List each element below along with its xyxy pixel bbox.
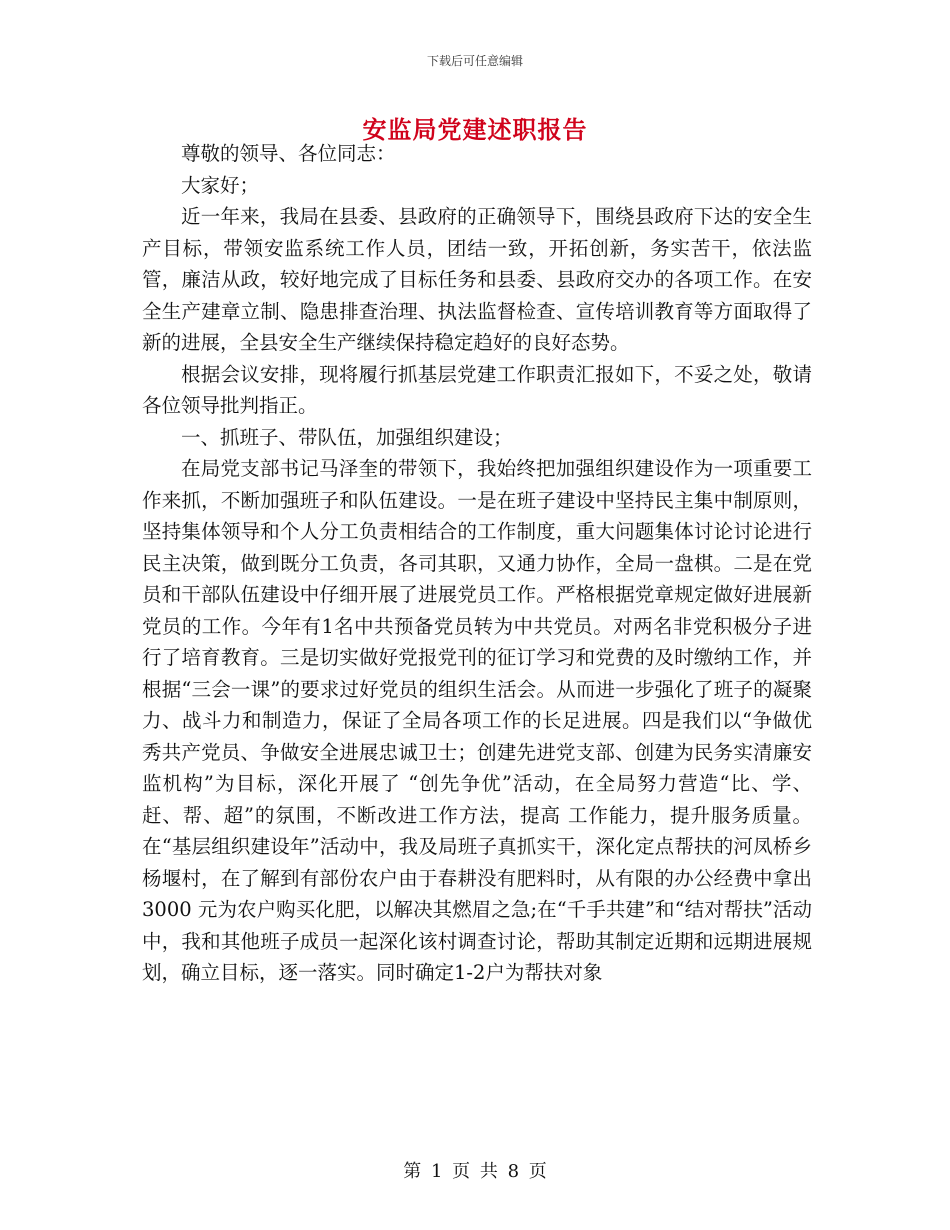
document-body bbox=[142, 138, 812, 989]
document-title: 安监局党建述职报告 bbox=[362, 116, 588, 144]
page-number-footer: 第 1 页 共 8 页 bbox=[403, 1161, 547, 1182]
body-paragraph: 近一年来，我局在县委、县政府的正确领导下，围绕县政府下达的安全生产目标，带领安监系统工作人员，团结一致，开拓创新，务实苦干，依法监管，廉洁从政，较好地完成了目标任务和县委、县政府交办的各项工作。在安全生产建章立制、隐患排查治理、执法监督检查、宣传培训教育等方面取得了新的进展，全县安全生产继续保持稳定趋好的良好态势。 bbox=[142, 205, 812, 354]
body-paragraph: 根据会议安排，现将履行抓基层党建工作职责汇报如下，不妥之处，敬请各位领导批判指正。 bbox=[142, 362, 812, 417]
section-heading: 一、抓班子、带队伍，加强组织建设； bbox=[181, 425, 513, 449]
salutation-paragraph: 尊敬的领导、各位同志： bbox=[181, 142, 396, 165]
greeting-paragraph: 大家好； bbox=[181, 173, 260, 197]
page-header-note: 下载后可任意编辑 bbox=[426, 54, 523, 68]
body-paragraph: 在局党支部书记马泽奎的带领下，我始终把加强组织建设作为一项重要工作来抓，不断加强班子和队伍建设。一是在班子建设中坚持民主集中制原则，坚持集体领导和个人分工负责相结合的工作制度，重大问题集体讨论讨论进行民主决策，做到既分工负责，各司其职，又通力协作，全局一盘棋。二是在党员和干部队伍建设中仔细开展了进展党员工作。严格根据党章规定做好进展新党员的工作。今年有1名中共预备党员转为中共党员。对两名非党积极分子进行了培育教育。三是切实做好党报党刊的征订学习和党费的及时缴纳工作，并根据“三会一课”的要求过好党员的组织生活会。从而进一步强化了班子的凝聚力、战斗力和制造力，保证了全局各项工作的长足进展。四是我们以“争做优秀共产党员、争做安全进展忠诚卫士；创建先进党支部、创建为民务实清廉安监机构”为目标，深化开展了 “创先争优”活动，在全局努力营造“比、学、赶、帮、超”的氛围，不断改进工作方法，提高 工作能力，提升服务质量。在“基层组织建设年”活动中，我及局班子真抓实干，深化定点帮扶的河凤桥乡杨堰村，在了解到有部份农户由于春耕没有肥料时，从有限的办公经费中拿出3000 元为农户购买化肥，以解决其燃眉之急;在“千手共建”和“结对帮扶”活动中，我和其他班子成员一起深化该村调查讨论，帮助其制定近期和远期进展规划，确立目标，逐一落实。同时确定1-2户为帮扶对象 bbox=[142, 457, 812, 984]
